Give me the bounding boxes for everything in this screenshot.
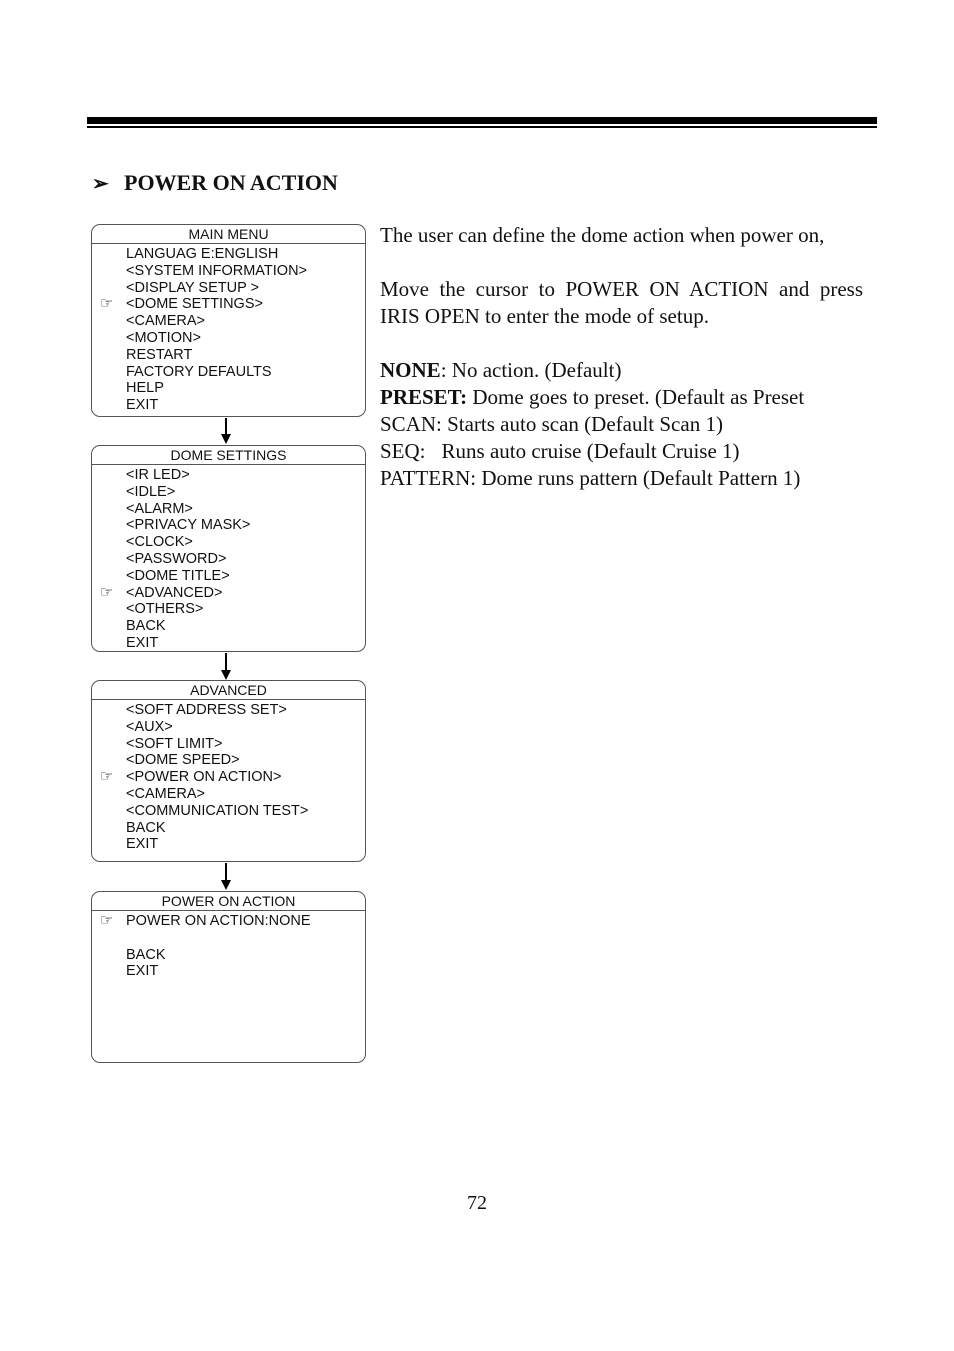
advanced-items [92,700,365,853]
menu-item-label: <OTHERS> [126,601,204,618]
menu-item[interactable] [92,280,365,297]
menu-item-label: FACTORY DEFAULTS [126,363,272,380]
option-scan: SCAN: Starts auto scan (Default Scan 1) [380,412,723,436]
menu-item-label: BACK [126,618,166,635]
flow-arrow-1 [221,418,231,444]
menu-item-label: RESTART [126,346,193,363]
instruction-paragraph: Move the cursor to POWER ON ACTION and press IRIS OPEN to enter the mode of setup. [380,277,863,328]
intro-paragraph: The user can define the dome action when power on, [380,223,825,247]
menu-item-label: EXIT [126,634,159,651]
menu-item-label: LANGUAG E:ENGLISH [126,246,279,262]
menu-item[interactable] [92,947,365,964]
menu-item[interactable] [92,364,365,381]
menu-item[interactable] [92,246,365,263]
menu-item[interactable] [92,380,365,397]
menu-item-label: <SOFT ADDRESS SET> [126,702,287,718]
menu-item[interactable] [92,635,365,652]
dome-settings-items [92,465,365,652]
menu-item-label: EXIT [126,963,159,980]
power-on-action-items [92,911,365,980]
main-menu-items [92,244,365,414]
menu-item-label: <DISPLAY SETUP > [126,279,259,296]
menu-item[interactable] [92,517,365,534]
pointing-hand-icon: ☞ [100,583,114,601]
dome-settings-title: DOME SETTINGS [92,446,365,465]
pointing-hand-icon: ☞ [100,295,114,313]
option-none [380,357,863,384]
menu-item-label: <COMMUNICATION TEST> [126,802,309,819]
arrow-bullet-icon: ➢ [92,173,109,195]
power-on-action-panel [91,891,366,1063]
menu-item-label: <AUX> [126,718,173,735]
description-column [380,222,863,492]
menu-item[interactable] [92,467,365,484]
menu-item-label: <DOME TITLE> [126,567,230,584]
menu-item-label: <PASSWORD> [126,550,227,567]
menu-item[interactable] [92,313,365,330]
menu-item[interactable] [92,551,365,568]
advanced-panel [91,680,366,862]
menu-item[interactable] [92,601,365,618]
menu-item[interactable] [92,484,365,501]
menu-item-label: <DOME SPEED> [126,752,240,769]
menu-item[interactable] [92,736,365,753]
option-preset-label: PRESET: [380,385,468,409]
menu-item[interactable] [92,786,365,803]
menu-item-label: <POWER ON ACTION> [126,769,282,786]
menu-item-label: <MOTION> [126,329,201,346]
menu-item[interactable] [92,263,365,280]
menu-item[interactable] [92,913,365,930]
option-none-desc: : No action. (Default) [440,358,622,382]
menu-item-label: <ALARM> [126,500,193,517]
menu-item[interactable] [92,752,365,769]
menu-item-label: BACK [126,819,166,836]
menu-item-label: <IR LED> [126,467,190,483]
menu-item-label: EXIT [126,836,159,853]
menu-item[interactable] [92,568,365,585]
menu-item[interactable] [92,347,365,364]
option-preset [380,384,863,411]
menu-item[interactable] [92,719,365,736]
option-seq-desc: Runs auto cruise (Default Cruise 1) [441,439,740,463]
main-menu-panel [91,224,366,417]
menu-item[interactable] [92,296,365,313]
menu-item[interactable] [92,820,365,837]
menu-item-label: <PRIVACY MASK> [126,517,251,534]
menu-item[interactable] [92,330,365,347]
menu-item-label: POWER ON ACTION:NONE [126,913,311,929]
option-seq [380,438,863,465]
advanced-title: ADVANCED [92,681,365,700]
menu-item[interactable] [92,963,365,980]
menu-item-label: <ADVANCED> [126,584,223,601]
option-seq-label: SEQ: [380,439,426,463]
option-preset-desc: Dome goes to preset. (Default as Preset [467,385,805,409]
flow-arrow-3 [221,863,231,890]
flow-arrow-2 [221,653,231,680]
menu-item[interactable] [92,501,365,518]
menu-item-label: <CAMERA> [126,313,205,330]
menu-item-label: BACK [126,946,166,963]
menu-item-label: <DOME SETTINGS> [126,296,263,313]
menu-item[interactable] [92,769,365,786]
page-number: 72 [467,1192,487,1214]
main-menu-title: MAIN MENU [92,225,365,244]
header-rule-thick [87,117,877,124]
menu-item[interactable] [92,702,365,719]
header-rule-thin [87,126,877,128]
menu-item[interactable] [92,836,365,853]
section-heading [92,170,338,196]
menu-item[interactable] [92,397,365,414]
menu-item-label: <SYSTEM INFORMATION> [126,262,308,279]
menu-item[interactable] [92,534,365,551]
menu-item-label: <CLOCK> [126,534,193,551]
menu-item[interactable] [92,585,365,602]
power-on-action-title: POWER ON ACTION [92,892,365,911]
option-none-label: NONE [380,358,441,382]
menu-item-label: <CAMERA> [126,785,205,802]
section-title-text: POWER ON ACTION [124,170,338,195]
menu-item-label: EXIT [126,397,159,414]
pointing-hand-icon: ☞ [100,912,114,929]
option-pattern: PATTERN: Dome runs pattern (Default Pattern 1) [380,466,801,490]
menu-item-label: <IDLE> [126,483,176,500]
dome-settings-panel [91,445,366,652]
pointing-hand-icon: ☞ [100,768,114,786]
menu-item-label: HELP [126,380,164,397]
menu-item[interactable] [92,930,365,947]
menu-item[interactable] [92,618,365,635]
menu-item-label: <SOFT LIMIT> [126,735,223,752]
menu-item[interactable] [92,803,365,820]
